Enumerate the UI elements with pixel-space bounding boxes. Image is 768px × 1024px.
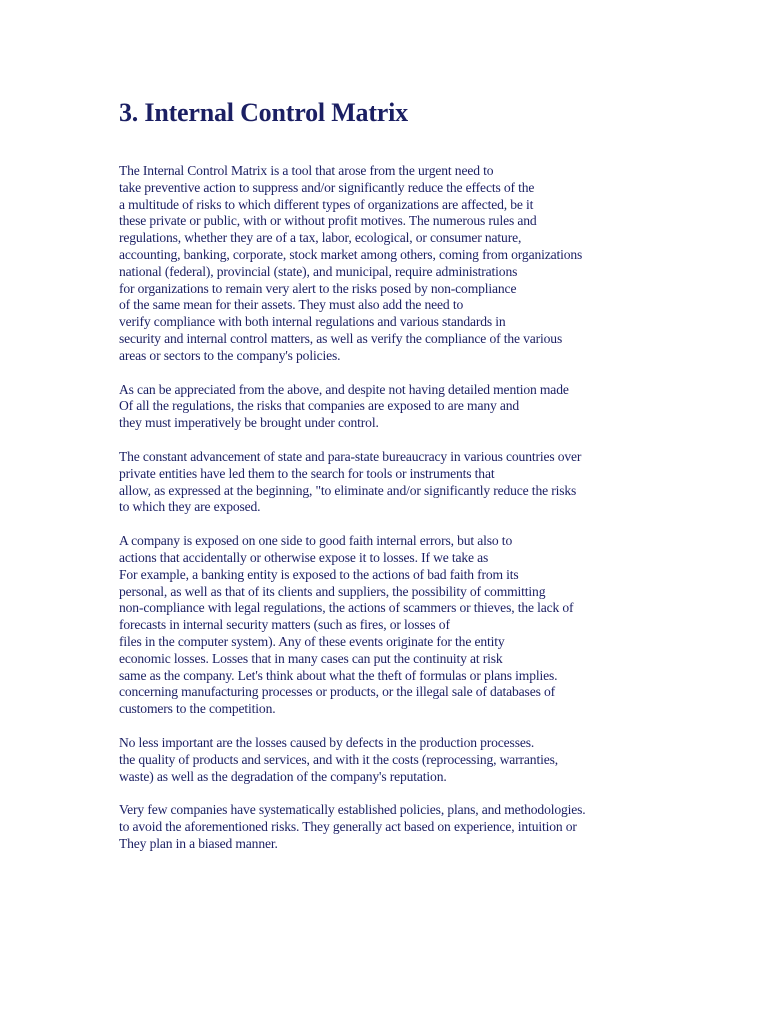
text-line: economic losses. Losses that in many cases can put the continuity at risk — [119, 650, 503, 666]
text-line: of the same mean for their assets. They must also add the need to — [119, 297, 464, 313]
text-line: to avoid the aforementioned risks. They generally act based on experience, intuition or — [119, 819, 577, 835]
paragraph — [119, 735, 739, 785]
document-body — [119, 163, 739, 853]
text-line: for organizations to remain very alert to the risks posed by non-compliance — [119, 280, 517, 296]
text-line: allow, as expressed at the beginning, "to eliminate and/or significantly reduce the risks — [119, 482, 577, 498]
text-line: Of all the regulations, the risks that companies are exposed to are many and — [119, 398, 520, 414]
text-line: verify compliance with both internal regulations and various standards in — [119, 314, 506, 330]
text-line: waste) as well as the degradation of the company's reputation. — [119, 768, 447, 784]
paragraph — [119, 533, 739, 718]
paragraph — [119, 802, 739, 852]
text-line: Very few companies have systematically established policies, plans, and methodologies. — [119, 802, 586, 818]
text-line: forecasts in internal security matters (such as fires, or losses of — [119, 617, 450, 633]
text-line: The Internal Control Matrix is a tool that arose from the urgent need to — [119, 163, 494, 178]
text-line: files in the computer system). Any of these events originate for the entity — [119, 633, 505, 649]
text-line: A company is exposed on one side to good faith internal errors, but also to — [119, 533, 513, 549]
text-line: the quality of products and services, and with it the costs (reprocessing, warranties, — [119, 751, 558, 767]
text-line: security and internal control matters, as well as verify the compliance of the various — [119, 330, 563, 346]
text-line: accounting, banking, corporate, stock market among others, coming from organizations — [119, 246, 583, 262]
text-line: For example, a banking entity is exposed to the actions of bad faith from its — [119, 566, 519, 582]
text-line: take preventive action to suppress and/or significantly reduce the effects of the — [119, 179, 535, 195]
text-line: actions that accidentally or otherwise expose it to losses. If we take as — [119, 549, 489, 565]
text-line: they must imperatively be brought under control. — [119, 415, 379, 431]
text-line: private entities have led them to the search for tools or instruments that — [119, 465, 495, 481]
text-line: these private or public, with or without profit motives. The numerous rules and — [119, 213, 537, 229]
paragraph — [119, 163, 739, 365]
paragraph — [119, 449, 739, 516]
text-line: As can be appreciated from the above, and despite not having detailed mention made — [119, 381, 569, 397]
text-line: regulations, whether they are of a tax, labor, ecological, or consumer nature, — [119, 230, 522, 246]
page-title: 3. Internal Control Matrix — [119, 98, 408, 127]
text-line: customers to the competition. — [119, 701, 276, 717]
text-line: a multitude of risks to which different types of organizations are affected, be it — [119, 196, 534, 212]
text-line: national (federal), provincial (state), and municipal, require administrations — [119, 263, 518, 279]
paragraph — [119, 382, 739, 432]
text-line: non-compliance with legal regulations, the actions of scammers or thieves, the lack of — [119, 600, 574, 616]
text-line: same as the company. Let's think about what the theft of formulas or plans implies. — [119, 667, 558, 683]
text-line: concerning manufacturing processes or products, or the illegal sale of databases of — [119, 684, 555, 700]
text-line: They plan in a biased manner. — [119, 835, 278, 851]
text-line: The constant advancement of state and para-state bureaucracy in various countries over — [119, 448, 582, 464]
document-content — [119, 96, 739, 870]
text-line: No less important are the losses caused by defects in the production processes. — [119, 734, 535, 750]
text-line: to which they are exposed. — [119, 499, 261, 515]
text-line: areas or sectors to the company's policies. — [119, 347, 341, 363]
text-line: personal, as well as that of its clients and suppliers, the possibility of committing — [119, 583, 546, 599]
